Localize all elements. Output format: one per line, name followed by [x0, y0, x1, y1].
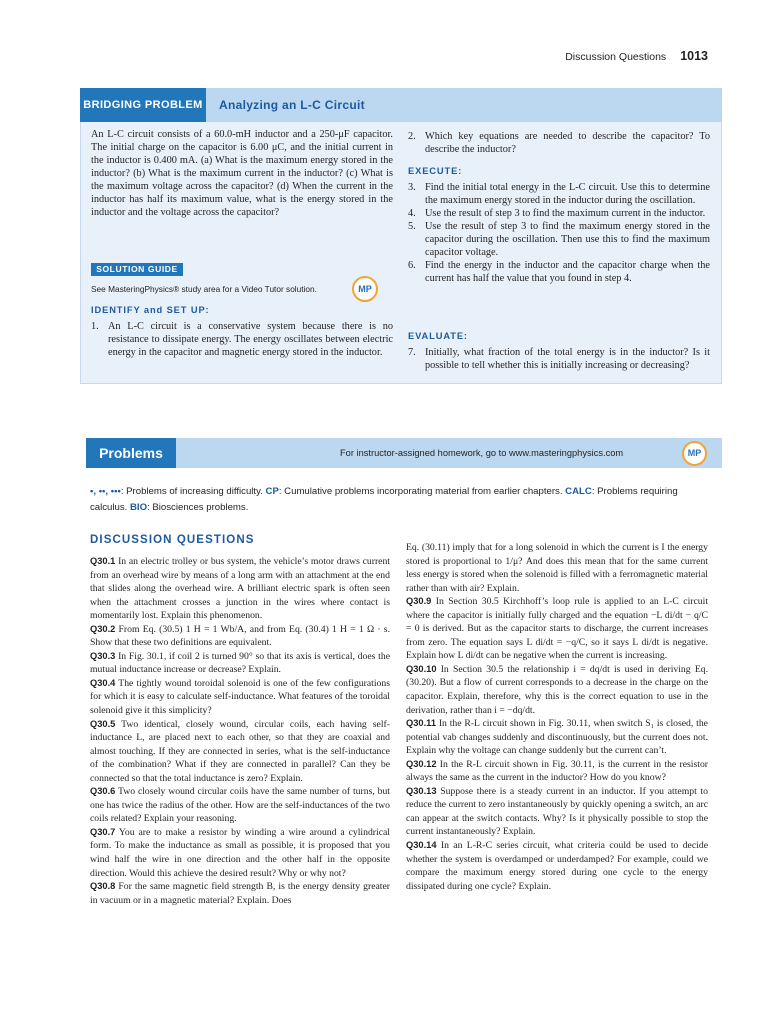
- question-id: Q30.12: [406, 758, 437, 769]
- evaluate-list: [408, 346, 710, 372]
- list-item: [408, 220, 710, 259]
- legend-calc: CALC: [565, 486, 592, 497]
- question-id: Q30.2: [90, 623, 116, 634]
- mp-icon-label: MP: [687, 448, 702, 458]
- question-text: You are to make a resistor by winding a wire around a cylindrical form. To make the inductance as small as possible, it is proposed that you wind half the wire in one direction and the other half in the opposite direction. Would this achieve the desired result? Why or why not?: [90, 826, 390, 879]
- question-item: [406, 663, 708, 717]
- item-number: 1.: [91, 321, 99, 332]
- question-text: The tightly wound toroidal solenoid is one of the few configurations for which it is easy to calculate self-inductance. What features of the toroidal solenoid give it this simplicity?: [90, 677, 390, 717]
- question-id: Q30.11: [406, 718, 436, 729]
- question-id: Q30.14: [406, 840, 437, 851]
- question-item: [90, 880, 390, 907]
- question-item: [90, 555, 390, 623]
- question-item: [90, 785, 390, 826]
- legend-bio: BIO: [130, 502, 148, 513]
- list-item: [408, 181, 710, 207]
- question-item: [90, 650, 390, 677]
- question-id: Q30.3: [90, 650, 116, 661]
- questions-right-column: [406, 541, 708, 893]
- bridging-problem-label: BRIDGING PROBLEM: [80, 88, 206, 122]
- discussion-questions-heading: DISCUSSION QUESTIONS: [90, 534, 255, 546]
- questions-left-column: [90, 555, 390, 907]
- question-text: In the R-L circuit shown in Fig. 30.11, is the current in the resistor always the same as the current in the inductor? How do you know?: [406, 758, 709, 784]
- mp-icon-label: MP: [358, 284, 372, 294]
- list-item: [408, 259, 710, 285]
- problems-homework-note: For instructor-assigned homework, go to www.masteringphysics.com: [340, 448, 624, 458]
- list-item: [408, 207, 710, 220]
- question-id: Q30.10: [406, 663, 437, 674]
- solution-guide-button[interactable]: SOLUTION GUIDE: [91, 263, 183, 276]
- legend-bio-text: : Biosciences problems.: [147, 502, 249, 513]
- item-text: Use the result of step 3 to find the maximum current in the inductor.: [425, 208, 706, 219]
- question-item: [406, 785, 708, 839]
- item-number: 6.: [408, 260, 416, 271]
- item-text: Which key equations are needed to describe the capacitor? To describe the inductor?: [425, 131, 710, 155]
- legend-cp: CP: [265, 486, 279, 497]
- question-item: [406, 839, 708, 893]
- question-continuation: Eq. (30.11) imply that for a long solenoid in which the current is I the energy stored is proportional to 1/μ? And does this mean that for the same current less energy is stored when the solenoid is filled with a ferromagnetic material rather than with air? Explain.: [406, 542, 708, 594]
- problems-label: Problems: [86, 438, 176, 468]
- running-head-section: Discussion Questions: [565, 51, 667, 63]
- question-text: In an L-R-C series circuit, what criteria could be used to decide whether the system is overdamped or underdamped? For example, could we compare the maximum energy stored during one cycle to the energy dissipated during one cycle? Explain.: [406, 840, 708, 892]
- legend-dots-text: : Problems of increasing difficulty.: [120, 486, 266, 497]
- question-text: Two identical, closely wound, circular coils, each having self-inductance L, are placed next to each other, so that they are coaxial and almost touching. If they are connected in series, what is the self-inductance of the combination? What if they are connected in parallel? Can they be connected so that the total inductance is zero? Explain.: [90, 718, 390, 784]
- evaluate-heading: EVALUATE:: [408, 331, 468, 341]
- page-number: 1013: [680, 49, 708, 63]
- question-text: Two closely wound circular coils have the same number of turns, but one has twice the radius of the other. How are the self-inductances of the two coils related? Explain your reasoning.: [90, 786, 390, 825]
- question-text: In Section 30.5 Kirchhoff’s loop rule is applied to an L-C circuit where the capacitor is initially fully charged and the equation −L di/dt − q/C = 0 is derived. But as the capacitor starts to discharge, the current increases from zero. The equation says L di/dt = −q/C, so it says L di/dt is negative. Explain how L di/dt can be negative when the current is increasing.: [406, 596, 709, 662]
- question-id: Q30.4: [90, 677, 116, 688]
- question-text: For the same magnetic field strength B, is the energy density greater in vacuum or in a magnetic material? Explain. Does: [90, 881, 391, 906]
- legend-calc-text: : Problems requiring calculus.: [90, 486, 678, 513]
- question-text: In Section 30.5 the relationship i = dq/dt is used in deriving Eq. (30.20). But a flow of current corresponds to a decrease in the charge on the capacitor. Explain, therefore, why this is the correct equation to use in the derivation, rather than i = −dq/dt.: [406, 663, 708, 716]
- item-number: 2.: [408, 131, 416, 142]
- item-number: 7.: [408, 347, 416, 358]
- execute-list: [408, 181, 710, 285]
- question-id: Q30.13: [406, 785, 437, 796]
- list-item: [91, 320, 393, 359]
- question-id: Q30.1: [90, 556, 116, 566]
- item-number: 3.: [408, 182, 416, 193]
- question-id: Q30.7: [90, 826, 116, 837]
- question-id: Q30.5: [90, 718, 116, 729]
- question-item: [406, 758, 708, 785]
- solution-guide-text: See MasteringPhysics® study area for a Video Tutor solution.: [91, 284, 317, 294]
- list-item: [408, 130, 710, 156]
- bridging-statement: [91, 128, 393, 219]
- difficulty-legend: [90, 484, 710, 516]
- legend-cp-text: : Cumulative problems incorporating material from earlier chapters.: [278, 486, 566, 497]
- question-text: Suppose there is a steady current in an inductor. If you attempt to reduce the current to zero instantaneously by quickly opening a switch, an arc can appear at the switch contacts. Why? Is it physically possible to stop the current instantaneously? Explain.: [406, 785, 708, 838]
- item-number: 4.: [408, 208, 416, 219]
- identify-list-left: [91, 320, 393, 359]
- item-number: 5.: [408, 221, 416, 232]
- item-text: Find the energy in the inductor and the capacitor charge when the current has half the value that you found in step 4.: [425, 260, 710, 284]
- legend-dots: •, ••, •••: [90, 486, 121, 497]
- list-item: [408, 346, 710, 372]
- item-text: An L-C circuit is a conservative system because there is no resistance to dissipate energy. The energy oscillates between electric energy in the capacitor and magnetic energy stored in the inductor.: [108, 321, 393, 358]
- question-item: [406, 595, 708, 663]
- question-text: In Fig. 30.1, if coil 2 is turned 90° so that its axis is vertical, does the mutual inductance increase or decrease? Explain.: [90, 650, 390, 676]
- bridging-problem-title: Analyzing an L-C Circuit: [219, 98, 365, 112]
- question-text: From Eq. (30.5) 1 H = 1 Wb/A, and from Eq. (30.4) 1 H = 1 Ω · s. Show that these two definitions are equivalent.: [90, 623, 390, 649]
- identify-list-right: [408, 130, 710, 156]
- question-id: Q30.8: [90, 881, 116, 892]
- problem-statement: An L-C circuit consists of a 60.0-mH inductor and a 250-μF capacitor. The initial charge on the capacitor is 6.00 μC, and the initial current in the inductor is 0.400 mA. (a) What is the maximum energy stored in the inductor? (b) What is the maximum current in the inductor? (c) What is the maximum voltage across the capacitor? (d) When the current in the inductor has half its maximum value, what is the energy stored in the inductor and the voltage across the capacitor?: [91, 129, 393, 218]
- question-item: [90, 623, 390, 650]
- question-id: Q30.9: [406, 596, 432, 607]
- identify-heading: IDENTIFY and SET UP:: [91, 305, 210, 315]
- question-item: [406, 717, 708, 758]
- question-item: [90, 677, 390, 718]
- question-text: In an electric trolley or bus system, the vehicle’s motor draws current from an overhead wire by means of a long arm with an attachment at the end that slides along the overhead wire. A brilliant electric spark is often seen when the attachment crosses a junction in the wires where contact is momentarily lost. Explain this phenomenon.: [90, 556, 391, 622]
- item-text: Find the initial total energy in the L-C circuit. Use this to determine the maximum energy stored in the inductor during the oscillation.: [425, 182, 710, 206]
- mastering-physics-icon[interactable]: [682, 441, 707, 466]
- item-text: Initially, what fraction of the total energy is in the inductor? Is it possible to tell whether this is initially increasing or decreasing?: [425, 347, 710, 371]
- running-head: [0, 49, 708, 63]
- item-text: Use the result of step 3 to find the maximum energy stored in the capacitor during the oscillation. Then use this to find the maximum capacitor voltage.: [425, 221, 710, 258]
- question-item: [90, 718, 390, 786]
- mastering-physics-icon[interactable]: [352, 276, 378, 302]
- execute-heading: EXECUTE:: [408, 166, 463, 176]
- question-item: [90, 826, 390, 880]
- question-id: Q30.6: [90, 786, 116, 797]
- question-text: In the R-L circuit shown in Fig. 30.11, when switch S₁ is closed, the potential vab changes suddenly and discontinuously, but the current does not. Explain why the voltage can change suddenly but the current can’t.: [406, 718, 708, 757]
